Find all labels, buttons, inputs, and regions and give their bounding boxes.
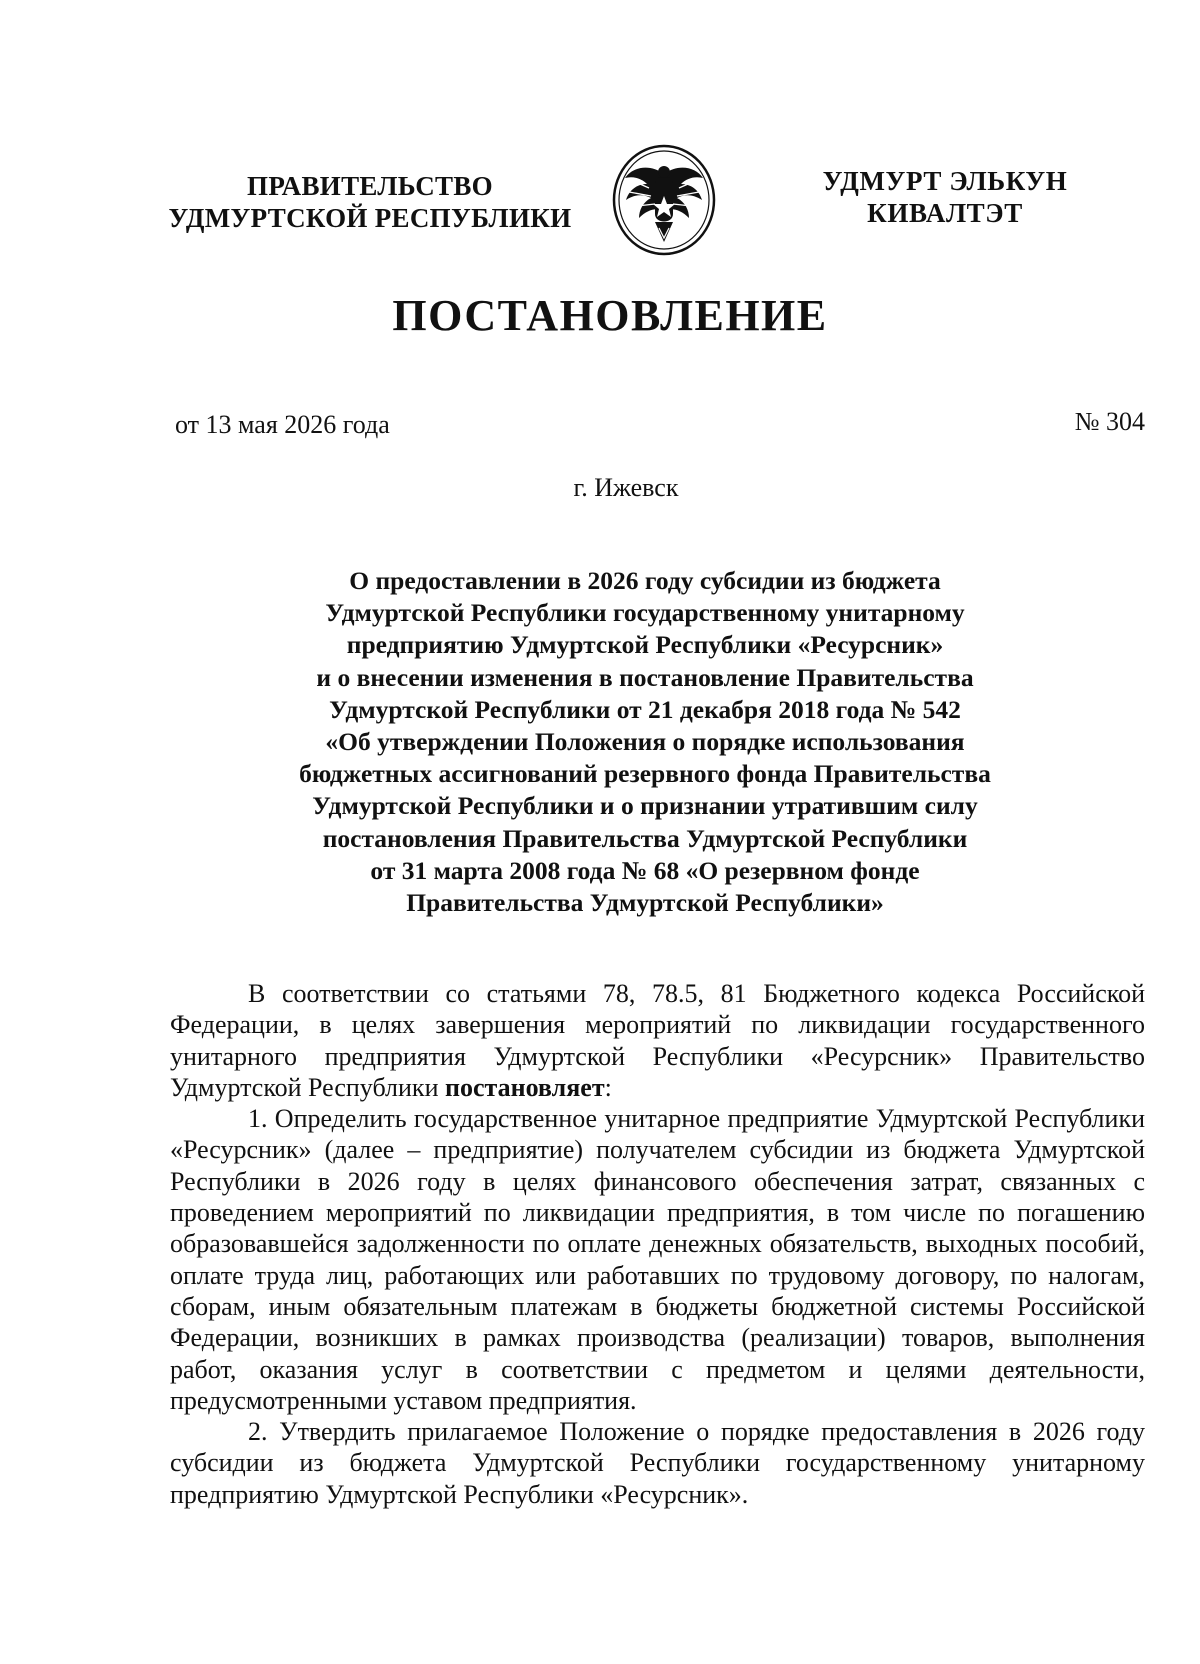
title-line: постановления Правительства Удмуртской Республики bbox=[322, 823, 968, 853]
title-line: от 31 марта 2008 года № 68 «О резервном фонде bbox=[370, 855, 920, 885]
header-right-line1: УДМУРТ ЭЛЬКУН bbox=[822, 166, 1068, 196]
document-number: № 304 bbox=[1074, 407, 1145, 436]
preamble-text: В соответствии со статьями 78, 78.5, 81 Бюджетного кодекса Российской Федерации, в целях завершения мероприятий по ликвидации государственного унитарного предприятия Удмуртской Республики «Ресурсник» Правительство Удмуртской Республики bbox=[170, 979, 1145, 1102]
header-left-line1: ПРАВИТЕЛЬСТВО bbox=[247, 171, 493, 201]
title-line: Правительства Удмуртской Республики» bbox=[406, 888, 884, 918]
preamble-suffix: : bbox=[604, 1072, 612, 1102]
title-line: «Об утверждении Положения о порядке использования bbox=[325, 727, 965, 757]
title-line: Удмуртской Республики государственному унитарному bbox=[325, 598, 965, 628]
header-right-line2: КИВАЛТЭТ bbox=[867, 198, 1023, 228]
document-title bbox=[250, 565, 1040, 919]
document-date: от 13 мая 2026 года bbox=[175, 410, 390, 439]
government-name-udmurt bbox=[800, 165, 1090, 229]
title-line: и о внесении изменения в постановление Правительства bbox=[316, 662, 974, 692]
preamble-paragraph bbox=[170, 978, 1145, 1103]
government-name-russian bbox=[150, 170, 590, 234]
preamble-emphasis: постановляет bbox=[444, 1072, 605, 1102]
document-type-heading: ПОСТАНОВЛЕНИЕ bbox=[392, 291, 828, 340]
title-line: бюджетных ассигнований резервного фонда Правительства bbox=[299, 759, 991, 789]
item-paragraph-2: 2. Утвердить прилагаемое Положение о порядке предоставления в 2026 году субсидии из бюджета Удмуртской Республики государственному унитарному предприятию Удмуртской Республики «Ресурсник». bbox=[170, 1417, 1145, 1509]
title-line: Удмуртской Республики от 21 декабря 2018 года № 542 bbox=[329, 694, 961, 724]
coat-of-arms-icon bbox=[611, 144, 717, 256]
title-line: предприятию Удмуртской Республики «Ресурсник» bbox=[346, 630, 944, 660]
document-city: г. Ижевск bbox=[573, 473, 679, 502]
item-paragraph-1: 1. Определить государственное унитарное предприятие Удмуртской Республики «Ресурсник» (далее – предприятие) получателем субсидии из бюджета Удмуртской Республики в 2026 году в целях финансового обеспечения затрат, связанных с проведением мероприятий по ликвидации предприятия, в том числе по погашению образовавшейся задолженности по оплате денежных обязательств, выходных пособий, оплате труда лиц, работающих или работавших по трудовому договору, по налогам, сборам, иным обязательным платежам в бюджеты бюджетной системы Российской Федерации, возникших в рамках производства (реализации) товаров, выполнения работ, оказания услуг в соответствии с предметом и целями деятельности, предусмотренными уставом предприятия. bbox=[170, 1104, 1145, 1415]
document-body bbox=[170, 978, 1145, 1510]
title-line: О предоставлении в 2026 году субсидии из бюджета bbox=[349, 566, 941, 595]
title-line: Удмуртской Республики и о признании утратившим силу bbox=[312, 791, 978, 821]
header-left-line2: УДМУРТСКОЙ РЕСПУБЛИКИ bbox=[168, 203, 572, 233]
